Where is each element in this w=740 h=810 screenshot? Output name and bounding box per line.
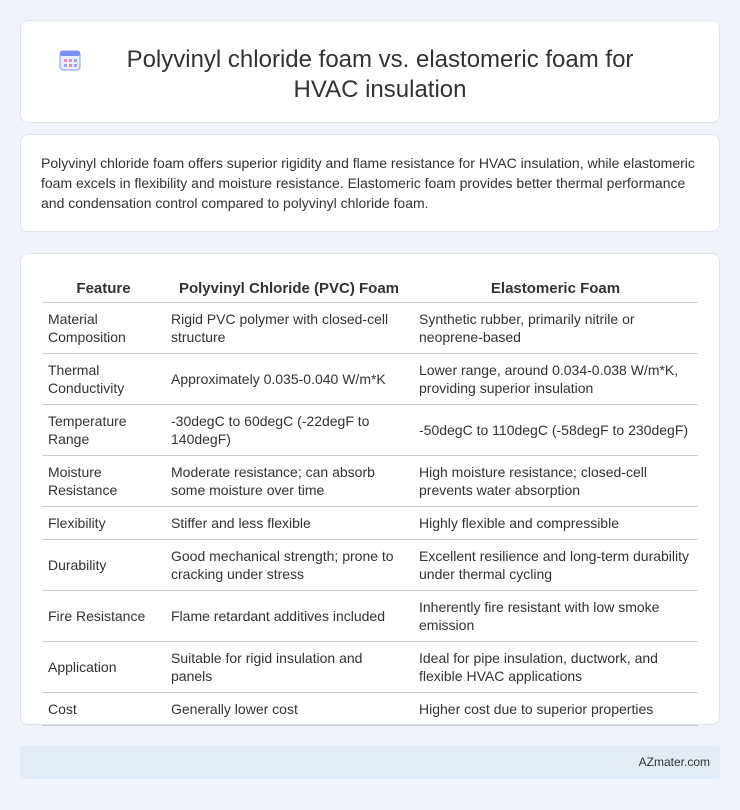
comparison-table — [42, 274, 698, 726]
feature-cell: Material Composition — [42, 303, 165, 354]
elastomeric-cell: Inherently fire resistant with low smoke emission — [413, 591, 698, 642]
table-row — [42, 642, 698, 693]
comparison-card — [20, 253, 720, 725]
feature-cell: Flexibility — [42, 507, 165, 540]
elastomeric-cell: Lower range, around 0.034-0.038 W/m*K, providing superior insulation — [413, 354, 698, 405]
table-row — [42, 540, 698, 591]
feature-cell: Moisture Resistance — [42, 456, 165, 507]
table-row — [42, 405, 698, 456]
pvc-cell: Approximately 0.035-0.040 W/m*K — [165, 354, 413, 405]
page-title: Polyvinyl chloride foam vs. elastomeric foam for HVAC insulation — [126, 46, 634, 103]
header-pvc-foam: Polyvinyl Chloride (PVC) Foam — [165, 274, 413, 303]
table-header-row — [42, 274, 698, 303]
elastomeric-cell: Synthetic rubber, primarily nitrile or neoprene-based — [413, 303, 698, 354]
elastomeric-cell: Higher cost due to superior properties — [413, 693, 698, 726]
calendar-grid-icon — [59, 49, 81, 71]
title-wrap — [21, 45, 719, 105]
table-row — [42, 456, 698, 507]
pvc-cell: Suitable for rigid insulation and panels — [165, 642, 413, 693]
header-feature: Feature — [42, 274, 165, 303]
pvc-cell: Moderate resistance; can absorb some moisture over time — [165, 456, 413, 507]
table-row — [42, 303, 698, 354]
feature-cell: Cost — [42, 693, 165, 726]
footer-bar — [20, 746, 720, 779]
pvc-cell: Flame retardant additives included — [165, 591, 413, 642]
elastomeric-cell: High moisture resistance; closed-cell prevents water absorption — [413, 456, 698, 507]
summary-card — [20, 134, 720, 232]
pvc-cell: Stiffer and less flexible — [165, 507, 413, 540]
table-row — [42, 591, 698, 642]
header-elastomeric-foam: Elastomeric Foam — [413, 274, 698, 303]
pvc-cell: Good mechanical strength; prone to cracking under stress — [165, 540, 413, 591]
pvc-cell: Generally lower cost — [165, 693, 413, 726]
feature-cell: Durability — [42, 540, 165, 591]
feature-cell: Thermal Conductivity — [42, 354, 165, 405]
title-card — [20, 20, 720, 123]
elastomeric-cell: Highly flexible and compressible — [413, 507, 698, 540]
summary-text: Polyvinyl chloride foam offers superior rigidity and flame resistance for HVAC insulation, while elastomeric foam excels in flexibility and moisture resistance. Elastomeric foam provides better thermal performance and condensation control compared to polyvinyl chloride foam. — [41, 155, 695, 211]
table-row — [42, 693, 698, 726]
elastomeric-cell: Excellent resilience and long-term durability under thermal cycling — [413, 540, 698, 591]
feature-cell: Temperature Range — [42, 405, 165, 456]
feature-cell: Fire Resistance — [42, 591, 165, 642]
table-row — [42, 354, 698, 405]
pvc-cell: -30degC to 60degC (-22degF to 140degF) — [165, 405, 413, 456]
feature-cell: Application — [42, 642, 165, 693]
table-row — [42, 507, 698, 540]
pvc-cell: Rigid PVC polymer with closed-cell structure — [165, 303, 413, 354]
elastomeric-cell: Ideal for pipe insulation, ductwork, and flexible HVAC applications — [413, 642, 698, 693]
elastomeric-cell: -50degC to 110degC (-58degF to 230degF) — [413, 405, 698, 456]
footer-brand: AZmater.com — [638, 755, 710, 769]
